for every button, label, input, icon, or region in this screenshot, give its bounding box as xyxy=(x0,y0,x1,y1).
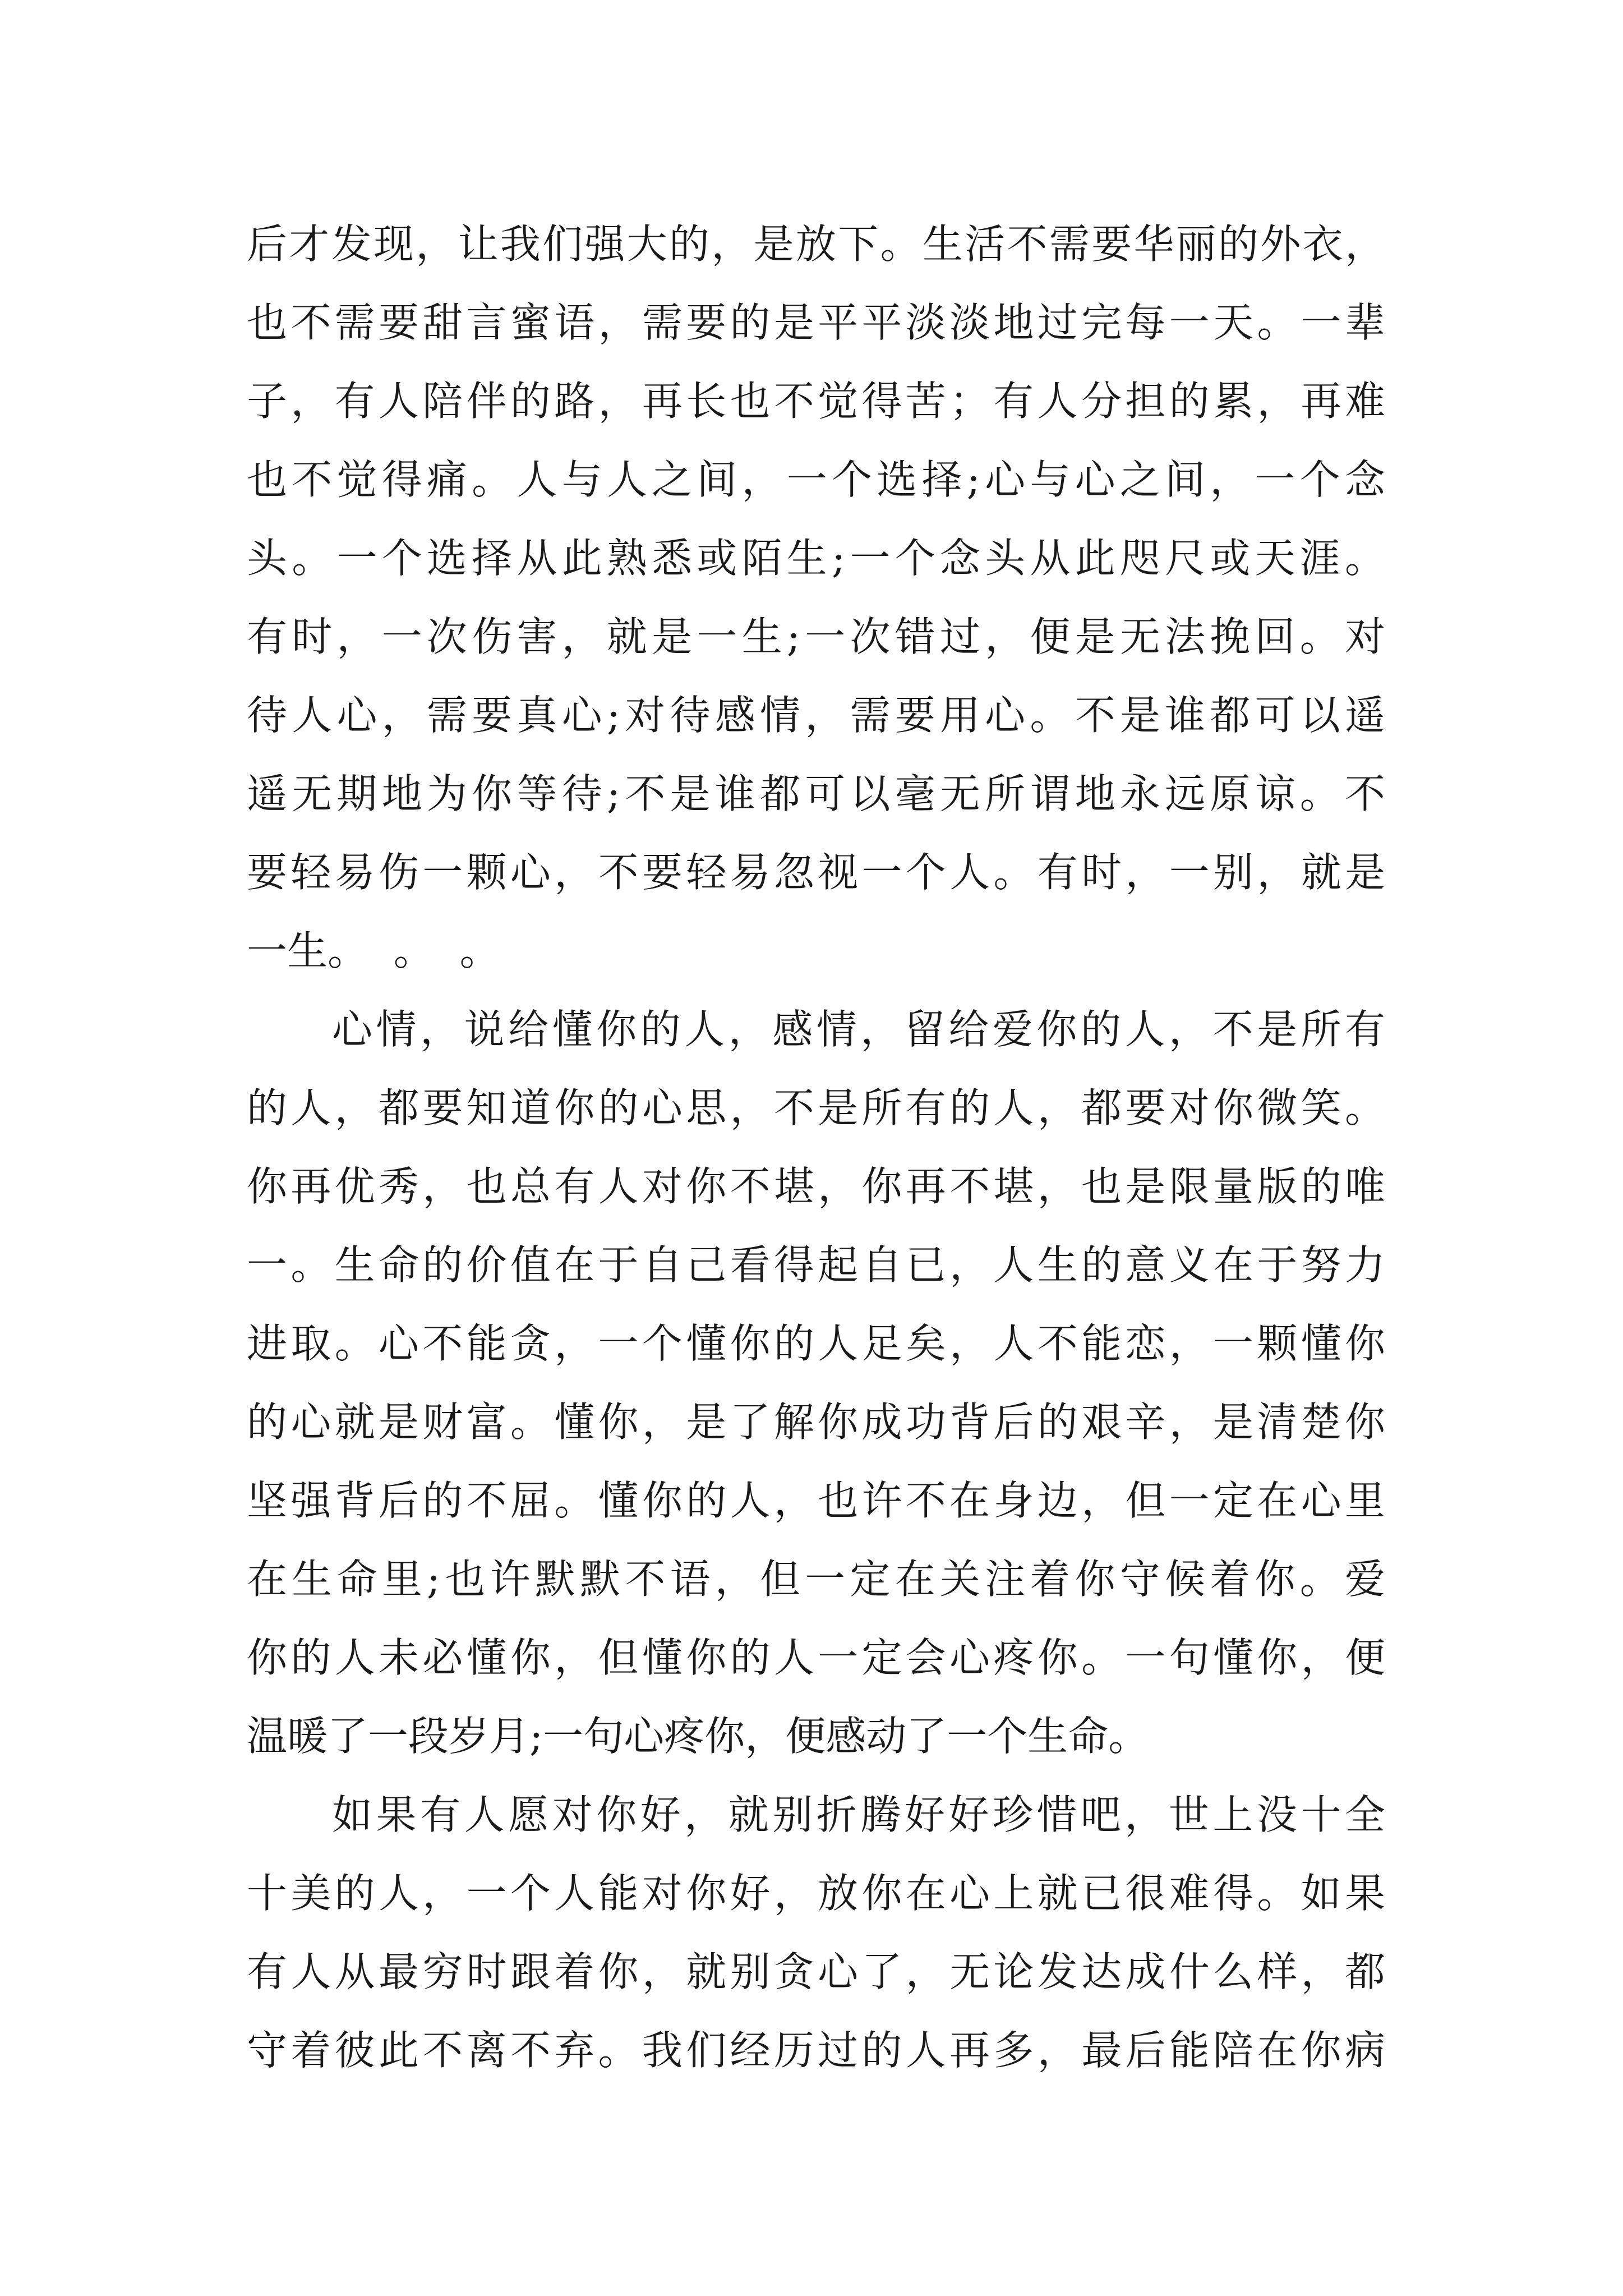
text-line: 后才发现，让我们强大的，是放下。生活不需要华丽的外衣， xyxy=(247,220,1385,268)
text-line: 如果有人愿对你好，就别折腾好好珍惜吧，世上没十全 xyxy=(332,1791,1385,1838)
text-line: 进取。心不能贪，一个懂你的人足矣，人不能恋，一颗懂你 xyxy=(247,1320,1385,1367)
text-line: 有人从最穷时跟着你，就别贪心了，无论发达成什么样，都 xyxy=(247,1948,1385,1995)
text-line: 在生命里;也许默默不语，但一定在关注着你守候着你。爱 xyxy=(247,1556,1385,1603)
text-line: 的人，都要知道你的心思，不是所有的人，都要对你微笑。 xyxy=(247,1084,1385,1131)
text-line: 十美的人，一个人能对你好，放你在心上就已很难得。如果 xyxy=(247,1870,1385,1917)
text-line: 的心就是财富。懂你，是了解你成功背后的艰辛，是清楚你 xyxy=(247,1398,1385,1446)
text-line: 也不觉得痛。人与人之间，一个选择;心与心之间，一个念 xyxy=(247,456,1385,503)
text-line: 守着彼此不离不弃。我们经历过的人再多，最后能陪在你病 xyxy=(247,2027,1385,2074)
text-line: 一生。 。 。 xyxy=(247,927,500,974)
text-line: 遥无期地为你等待;不是谁都可以毫无所谓地永远原谅。不 xyxy=(247,770,1385,817)
text-line: 坚强背后的不屈。懂你的人，也许不在身边，但一定在心里 xyxy=(247,1477,1385,1524)
text-line: 子，有人陪伴的路，再长也不觉得苦；有人分担的累，再难 xyxy=(247,378,1385,425)
text-line: 头。一个选择从此熟悉或陌生;一个念头从此咫尺或天涯。 xyxy=(247,535,1385,582)
text-line: 待人心，需要真心;对待感情，需要用心。不是谁都可以遥 xyxy=(247,692,1385,739)
text-line: 你的人未必懂你，但懂你的人一定会心疼你。一句懂你，便 xyxy=(247,1634,1385,1681)
body-text xyxy=(247,205,1385,2090)
text-line: 温暖了一段岁月;一句心疼你，便感动了一个生命。 xyxy=(247,1713,1149,1760)
text-line: 要轻易伤一颗心，不要轻易忽视一个人。有时，一别，就是 xyxy=(247,849,1385,896)
text-line: 一。生命的价值在于自己看得起自已，人生的意义在于努力 xyxy=(247,1241,1385,1289)
text-line: 有时，一次伤害，就是一生;一次错过，便是无法挽回。对 xyxy=(247,613,1385,660)
text-line: 心情，说给懂你的人，感情，留给爱你的人，不是所有 xyxy=(332,1006,1385,1053)
text-line: 也不需要甜言蜜语，需要的是平平淡淡地过完每一天。一辈 xyxy=(247,299,1385,346)
text-line: 你再优秀，也总有人对你不堪，你再不堪，也是限量版的唯 xyxy=(247,1163,1385,1210)
